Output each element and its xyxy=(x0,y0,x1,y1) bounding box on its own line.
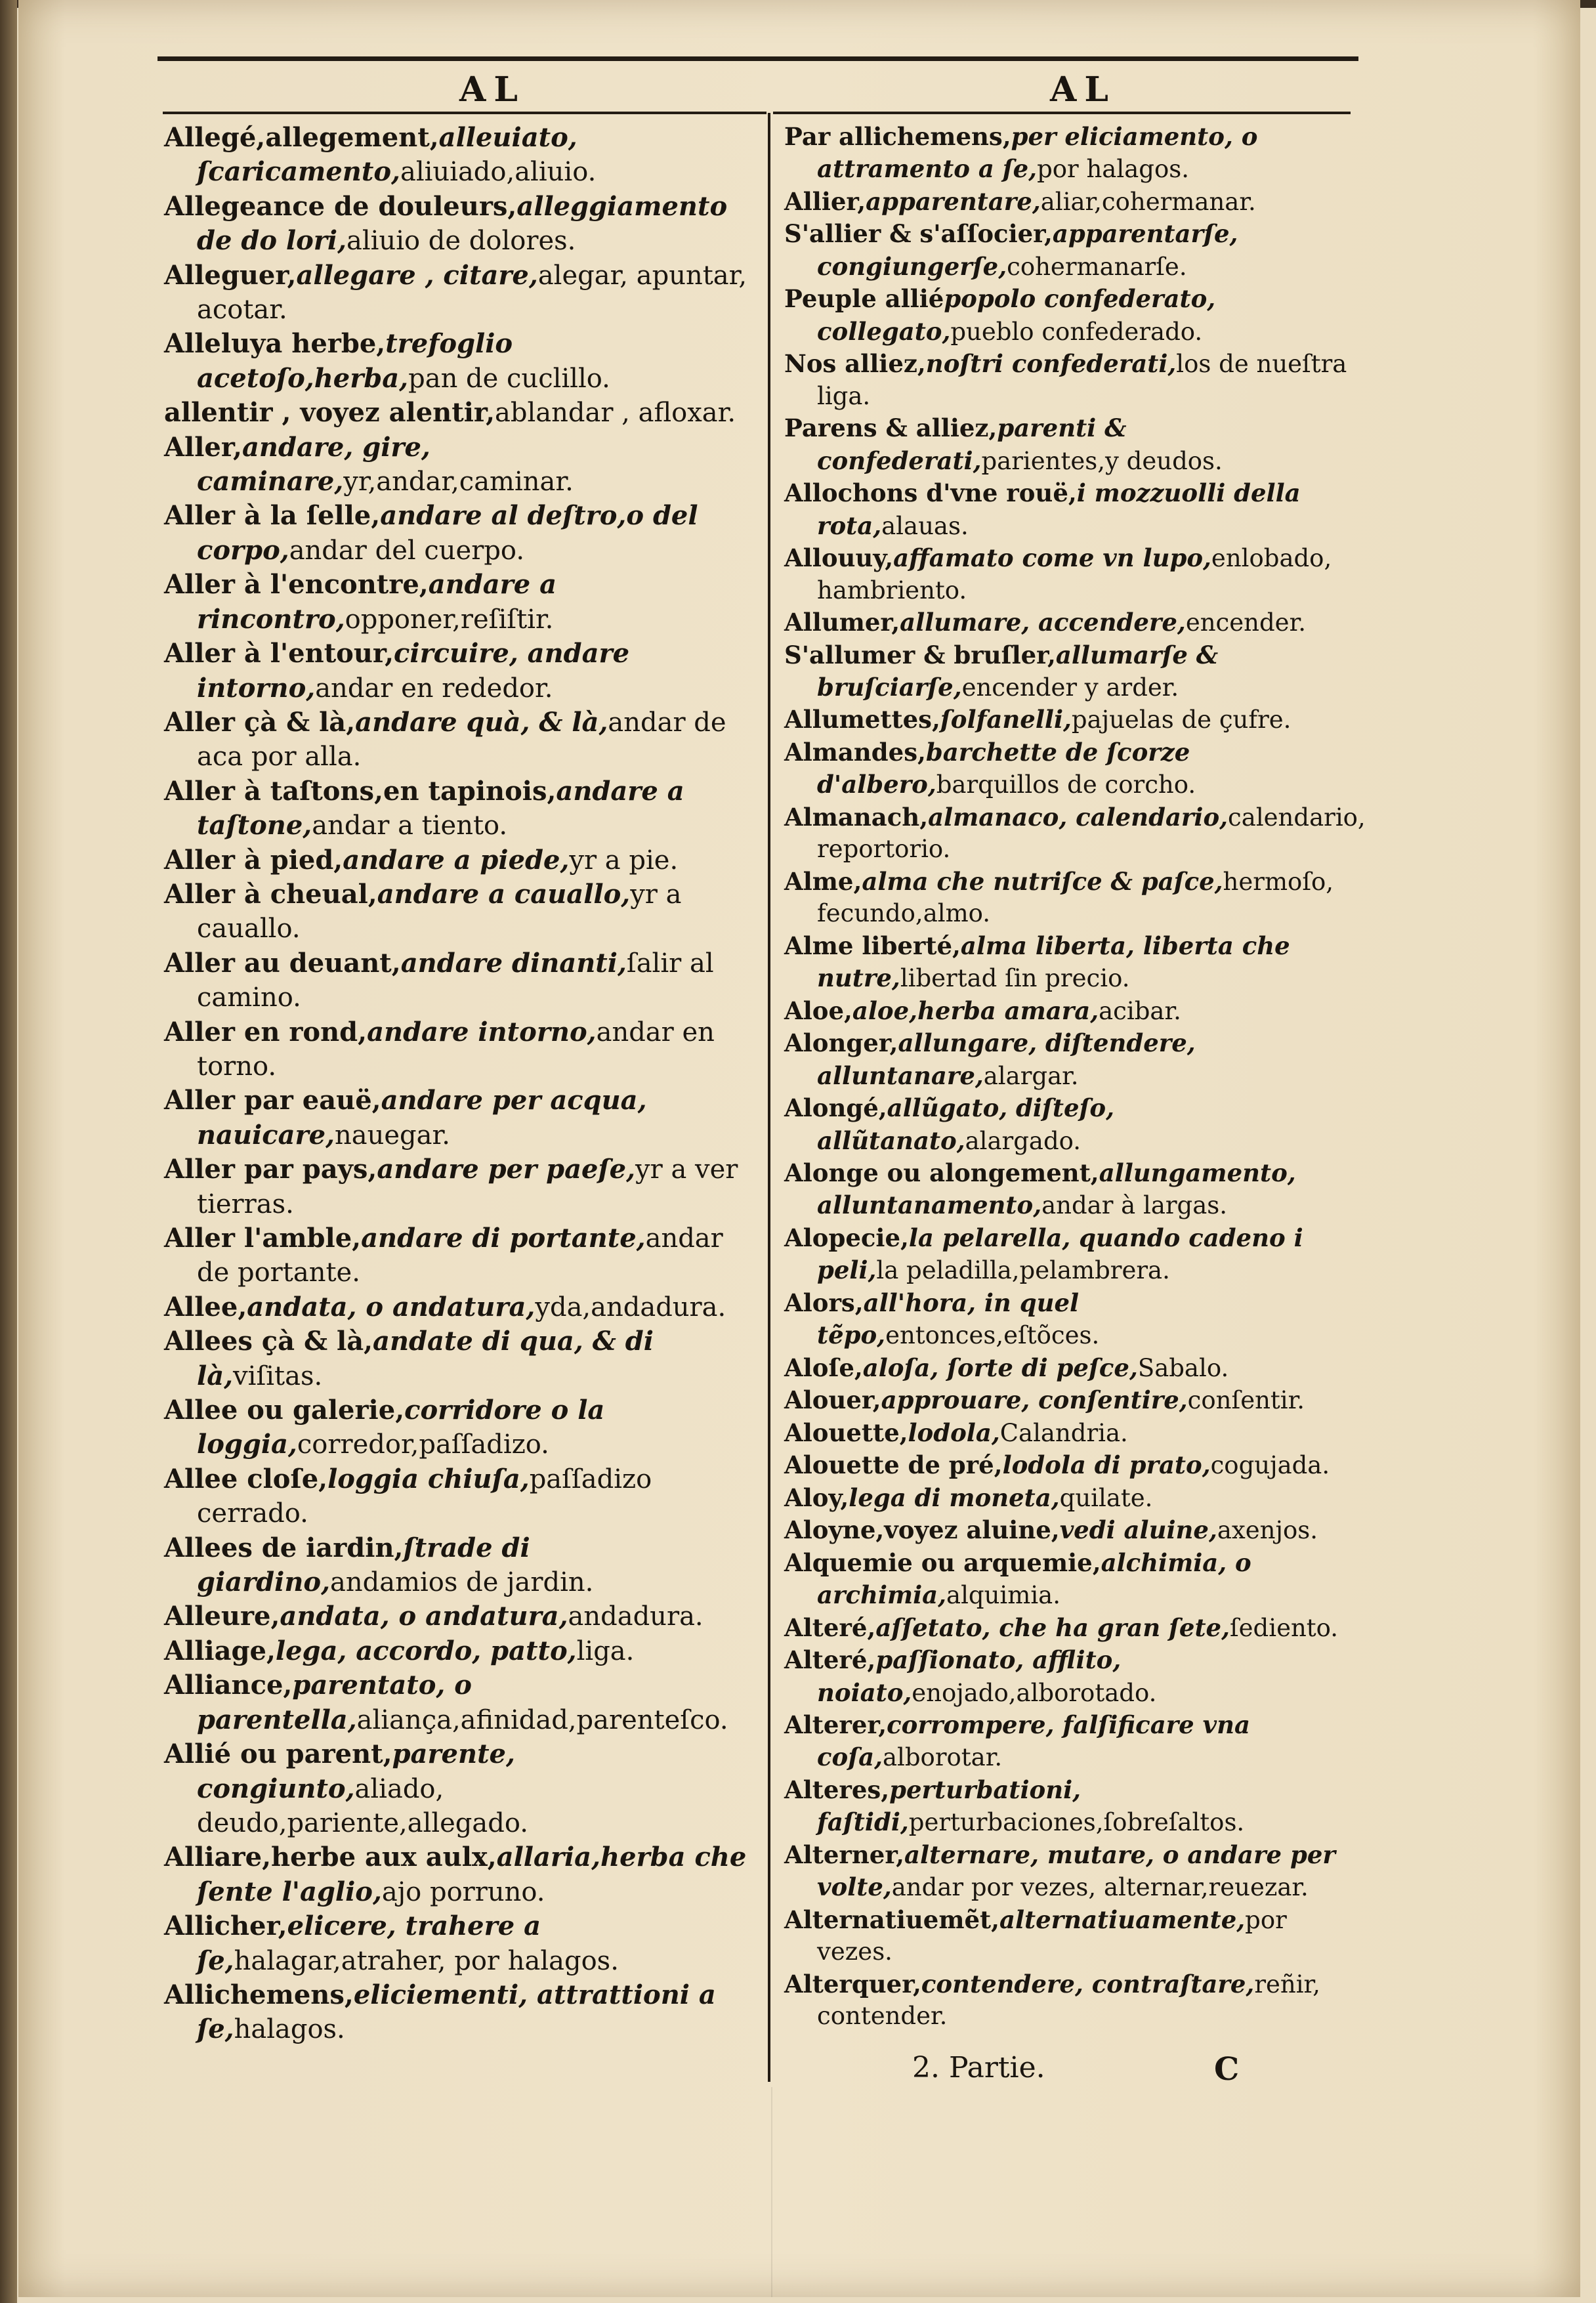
spanish-gloss: conſentir. xyxy=(1187,1386,1305,1415)
italian-gloss: aloe,herba amara, xyxy=(852,996,1099,1025)
spanish-gloss: Calandria. xyxy=(999,1418,1128,1447)
dictionary-entry xyxy=(784,1482,1368,1514)
spanish-gloss: andar à largas. xyxy=(1041,1191,1228,1220)
dictionary-entry xyxy=(784,1644,1368,1709)
dictionary-entry xyxy=(164,1324,761,1393)
dictionary-entry xyxy=(164,1909,761,1978)
spanish-gloss: Sabalo. xyxy=(1137,1353,1229,1382)
italian-gloss: alternare, mutare, o andare per volte, xyxy=(817,1840,1335,1902)
headword: Alternatiuemẽt, xyxy=(784,1905,1000,1934)
headword: Aller au deuant, xyxy=(164,947,401,979)
spanish-gloss: los de nueſtra liga. xyxy=(817,350,1347,410)
italian-gloss: noſtri confederati, xyxy=(925,349,1177,379)
italian-gloss: all'hora, in quel tẽpo, xyxy=(817,1288,1080,1350)
spanish-gloss: yr,andar,caminar. xyxy=(343,467,574,497)
italian-gloss: lega di moneta, xyxy=(849,1483,1060,1512)
dictionary-entry xyxy=(784,1384,1368,1416)
dictionary-entry xyxy=(164,1084,761,1152)
column-divider xyxy=(768,113,770,2082)
italian-gloss: per eliciamento, o attramento a ſe, xyxy=(817,122,1258,184)
part-label: 2. Partie. xyxy=(912,2051,1045,2084)
italian-gloss: andare di portante, xyxy=(361,1223,646,1254)
dictionary-entry xyxy=(164,499,761,568)
italian-gloss: lega, accordo, patto, xyxy=(275,1635,577,1666)
italian-gloss: i mozzuolli della rota, xyxy=(817,478,1301,540)
headword: Alleluya herbe, xyxy=(164,328,386,360)
spanish-gloss: andar a tiento. xyxy=(312,811,508,841)
spanish-gloss: ſalir al camino. xyxy=(197,948,714,1013)
spanish-gloss: acibar. xyxy=(1099,996,1181,1025)
italian-gloss: aloſa, ſorte di peſce, xyxy=(862,1353,1138,1382)
italian-gloss: lodola di prato, xyxy=(1002,1450,1211,1480)
dictionary-entry xyxy=(164,1668,761,1737)
italian-gloss: ſolfanelli, xyxy=(940,705,1072,734)
spanish-gloss: andar por vezes, alternar,reuezar. xyxy=(891,1873,1309,1902)
dictionary-entry xyxy=(784,1904,1368,1968)
italian-gloss: approuare, conſentire, xyxy=(881,1385,1188,1415)
italian-gloss: andare a cauallo, xyxy=(377,878,631,910)
headword: Alterquer, xyxy=(784,1969,921,1998)
spanish-gloss: halagos. xyxy=(234,2014,345,2045)
italian-gloss: andare dinanti, xyxy=(400,947,627,979)
dictionary-entry xyxy=(164,1462,761,1531)
dictionary-entry xyxy=(164,568,761,637)
italian-gloss: allaria,herba che ſente l'aglio, xyxy=(197,1842,747,1907)
left-head-rule xyxy=(163,112,766,114)
italian-gloss: vedi aluine, xyxy=(1059,1515,1217,1545)
dictionary-entry xyxy=(164,327,761,396)
headword: Allumer, xyxy=(784,608,900,637)
dictionary-entry xyxy=(784,704,1368,736)
dictionary-entry xyxy=(784,1027,1368,1092)
headword: Aller çà & là, xyxy=(164,706,356,738)
italian-gloss: affamato come vn lupo, xyxy=(893,543,1211,573)
italian-gloss: loggia chiuſa, xyxy=(327,1463,530,1494)
italian-gloss: allumarſe & bruſciarſe, xyxy=(817,640,1219,702)
dictionary-entry xyxy=(784,348,1368,412)
headword: Alterer, xyxy=(784,1710,887,1739)
italian-gloss: elicere, trahere a ſe, xyxy=(197,1911,541,1976)
headword: Par allichemens, xyxy=(784,122,1011,151)
headword: Aller, xyxy=(164,431,242,463)
headword: Aller à taſtons,en tapinois, xyxy=(164,775,556,807)
headword: Almanach, xyxy=(784,802,929,832)
headword: Aloſe, xyxy=(784,1353,863,1382)
spanish-gloss: andamios de jardin. xyxy=(330,1567,594,1598)
dictionary-entry xyxy=(784,542,1368,606)
spanish-gloss: parientes,y deudos. xyxy=(981,446,1223,475)
headword: Almandes, xyxy=(784,737,926,767)
dictionary-entry xyxy=(164,1737,761,1840)
italian-gloss: andare per acqua, nauicare, xyxy=(197,1085,647,1151)
italian-gloss: andare, gire, caminare, xyxy=(197,431,430,497)
headword: Alteré, xyxy=(784,1645,876,1675)
italian-gloss: circuire, andare intorno, xyxy=(197,638,630,704)
italian-gloss: ſtrade di giardino, xyxy=(197,1532,530,1598)
spanish-gloss: aliança,afinidad,parenteſco. xyxy=(356,1704,728,1735)
top-rule xyxy=(158,56,1358,61)
dictionary-entry xyxy=(784,412,1368,477)
spanish-gloss: andadura. xyxy=(568,1601,704,1632)
spanish-gloss: paſſadizo cerrado. xyxy=(197,1464,652,1529)
italian-gloss: allumare, accendere, xyxy=(900,608,1186,637)
headword: Allier, xyxy=(784,186,866,216)
italian-gloss: lodola, xyxy=(908,1418,1000,1447)
headword: Peuple allié xyxy=(784,284,944,314)
dictionary-entry xyxy=(784,1092,1368,1157)
dictionary-entry xyxy=(784,218,1368,283)
dictionary-entry xyxy=(784,1709,1368,1774)
spanish-gloss: corredor,paſſadizo. xyxy=(297,1429,549,1460)
spanish-gloss: alquimia. xyxy=(946,1581,1060,1610)
spanish-gloss: ſediento. xyxy=(1229,1613,1339,1642)
left-column xyxy=(164,121,761,2063)
headword: Allicher, xyxy=(164,1911,287,1942)
headword: Aller à cheual, xyxy=(164,878,377,910)
headword: S'allumer & bruſler, xyxy=(784,640,1056,669)
dictionary-entry xyxy=(164,396,761,430)
spanish-gloss: alborotar. xyxy=(882,1743,1003,1772)
dictionary-entry xyxy=(164,1221,761,1290)
spanish-gloss: por halagos. xyxy=(1037,155,1189,184)
italian-gloss: allungare, diſtendere, alluntanare, xyxy=(817,1028,1196,1090)
dictionary-entry xyxy=(784,866,1368,930)
italian-gloss: barchette de ſcorze d'albero, xyxy=(817,737,1190,799)
italian-gloss: contendere, contraſtare, xyxy=(921,1969,1255,1998)
italian-gloss: alchimia, o archimia, xyxy=(817,1548,1251,1610)
dictionary-entry xyxy=(164,259,761,327)
spanish-gloss: encender. xyxy=(1185,608,1306,637)
page-fold xyxy=(771,2087,772,2297)
spanish-gloss: aliado, deudo,pariente,allegado. xyxy=(197,1773,528,1838)
spanish-gloss: andar de portante. xyxy=(197,1223,723,1288)
spanish-gloss: la peladilla,pelambrera. xyxy=(876,1256,1170,1285)
headword: Allees çà & là, xyxy=(164,1326,373,1357)
headword: Parens & alliez, xyxy=(784,413,998,443)
spanish-gloss: reñir, contender. xyxy=(817,1970,1320,2031)
spanish-gloss: cohermanarſe. xyxy=(1007,252,1187,281)
spanish-gloss: enojado,alborotado. xyxy=(912,1678,1157,1707)
italian-gloss: andare a piede, xyxy=(343,844,570,876)
dictionary-entry xyxy=(784,121,1368,186)
headword: Aller l'amble, xyxy=(164,1223,362,1254)
dictionary-entry xyxy=(784,477,1368,542)
italian-gloss: andare quà, & là, xyxy=(355,706,608,738)
italian-gloss: alma che nutriſce & paſce, xyxy=(862,866,1223,896)
dictionary-entry xyxy=(164,774,761,843)
dictionary-entry xyxy=(164,1393,761,1462)
headword: Aller à l'encontre, xyxy=(164,569,429,601)
dictionary-entry xyxy=(784,283,1368,348)
dictionary-entry xyxy=(784,1157,1368,1222)
headword: Aloy, xyxy=(784,1483,849,1512)
dictionary-entry xyxy=(784,1352,1368,1384)
italian-gloss: apparentare, xyxy=(866,186,1041,216)
spanish-gloss: andar del cuerpo. xyxy=(289,535,525,566)
headword: Alopecie, xyxy=(784,1223,909,1252)
headword: Allegeance de douleurs, xyxy=(164,190,517,222)
italian-gloss: corridore o la loggia, xyxy=(197,1395,605,1460)
headword: Alteres, xyxy=(784,1775,890,1804)
headword: Aloe, xyxy=(784,996,852,1025)
dictionary-entry xyxy=(784,930,1368,995)
headword: Allié ou parent, xyxy=(164,1739,392,1770)
italian-gloss: alleuiato, ſcaricamento, xyxy=(197,122,578,188)
signature-mark: C xyxy=(1214,2051,1240,2088)
dictionary-entry xyxy=(784,1514,1368,1546)
italian-gloss: la pelarella, quando cadeno i peli, xyxy=(817,1223,1303,1285)
spanish-gloss: quilate. xyxy=(1059,1483,1153,1512)
headword: Allegé,allegement, xyxy=(164,122,439,153)
book-binding xyxy=(0,0,17,2303)
dictionary-entry xyxy=(784,1839,1368,1904)
dictionary-entry xyxy=(164,1152,761,1221)
italian-gloss: corrompere, falſificare vna coſa, xyxy=(817,1710,1250,1772)
italian-gloss: andare a taſtone, xyxy=(197,775,684,841)
dictionary-entry xyxy=(784,186,1368,218)
spanish-gloss: entonces,eſtõces. xyxy=(885,1321,1100,1350)
dictionary-entry xyxy=(784,1612,1368,1644)
dictionary-entry xyxy=(784,1547,1368,1612)
dictionary-entry xyxy=(164,1290,761,1324)
italian-gloss: aſſetato, che ha gran ſete, xyxy=(875,1613,1230,1642)
italian-gloss: andare per paeſe, xyxy=(377,1154,636,1185)
headword: Allumettes, xyxy=(784,705,940,734)
italian-gloss: alternatiuamente, xyxy=(999,1905,1246,1934)
spanish-gloss: por vezes. xyxy=(817,1905,1287,1966)
dictionary-entry xyxy=(164,121,761,190)
dictionary-entry xyxy=(784,801,1368,866)
spanish-gloss: alegar, apuntar, acotar. xyxy=(197,260,747,326)
headword: Aller par eauë, xyxy=(164,1085,381,1116)
italian-gloss: allungamento, alluntanamento, xyxy=(817,1158,1296,1220)
spanish-gloss: andar en rededor. xyxy=(315,673,553,704)
italian-gloss: andare al deſtro,o del corpo, xyxy=(197,500,698,566)
dictionary-entry xyxy=(164,190,761,259)
italian-gloss: paſſionato, afflito, noiato, xyxy=(817,1645,1122,1707)
spanish-gloss: axenjos. xyxy=(1217,1516,1318,1545)
spanish-gloss: opponer,reſiſtir. xyxy=(345,604,554,635)
dictionary-entry xyxy=(784,1222,1368,1287)
italian-gloss: alma liberta, liberta che nutre, xyxy=(817,931,1290,993)
left-running-head: AL xyxy=(459,70,526,110)
dictionary-entry xyxy=(164,706,761,774)
headword: Alliance, xyxy=(164,1670,293,1701)
italian-gloss: trefoglio acetoſo,herba, xyxy=(197,328,513,394)
spanish-gloss: liga. xyxy=(576,1636,635,1666)
dictionary-entry xyxy=(784,995,1368,1027)
headword: Alleguer, xyxy=(164,259,297,291)
headword: Allee cloſe, xyxy=(164,1463,328,1494)
italian-gloss: apparentarſe, congiungerſe, xyxy=(817,219,1238,281)
dictionary-entry xyxy=(784,1417,1368,1449)
dictionary-entry xyxy=(784,606,1368,639)
headword: Nos alliez, xyxy=(784,349,926,379)
italian-gloss: alleggiamento de do lori, xyxy=(197,190,728,257)
headword: Aller en rond, xyxy=(164,1016,368,1047)
dictionary-entry xyxy=(164,877,761,946)
spanish-gloss: aliar,cohermanar. xyxy=(1040,187,1256,216)
dictionary-entry xyxy=(164,637,761,706)
headword: Allees de iardin, xyxy=(164,1532,404,1563)
right-column xyxy=(784,121,1368,2063)
spanish-gloss: enlobado, hambriento. xyxy=(817,544,1332,604)
spanish-gloss: calendario, reportorio. xyxy=(817,803,1366,864)
headword: Allichemens, xyxy=(164,1979,354,2010)
spanish-gloss: viſitas. xyxy=(233,1361,323,1391)
italian-gloss: popolo confederato, collegato, xyxy=(817,284,1216,346)
italian-gloss: allegare , citare, xyxy=(296,259,538,291)
headword: Aller à l'entour, xyxy=(164,638,394,669)
spanish-gloss: pueblo confederado. xyxy=(950,317,1203,346)
headword: Alors, xyxy=(784,1288,864,1317)
headword: Alouette de pré, xyxy=(784,1450,1003,1480)
italian-gloss: allũgato, diſteſo, allũtanato, xyxy=(817,1093,1114,1155)
italian-gloss: andate di qua, & di là, xyxy=(197,1326,654,1391)
spanish-gloss: ablandar , afloxar. xyxy=(495,398,736,429)
spanish-gloss: andar en torno. xyxy=(197,1017,715,1082)
spanish-gloss: nauegar. xyxy=(335,1120,450,1151)
dictionary-entry xyxy=(164,1599,761,1634)
headword: Alliare,herbe aux aulx, xyxy=(164,1842,497,1873)
spanish-gloss: halagar,atraher, por halagos. xyxy=(234,1945,619,1976)
headword: Alouette, xyxy=(784,1418,908,1447)
italian-gloss: andata, o andatura, xyxy=(247,1291,536,1322)
headword: Allouuy, xyxy=(784,543,894,573)
italian-gloss: andare a rincontro, xyxy=(197,569,556,635)
dictionary-entry xyxy=(164,1634,761,1668)
dictionary-entry xyxy=(164,1531,761,1600)
headword: Allochons d'vne rouë, xyxy=(784,478,1077,508)
spanish-gloss: hermoſo, fecundo,almo. xyxy=(817,867,1334,928)
headword: Allee, xyxy=(164,1291,247,1322)
dictionary-entry xyxy=(784,736,1368,801)
headword: Alquemie ou arquemie, xyxy=(784,1548,1101,1577)
headword: Aloyne,voyez aluine, xyxy=(784,1515,1060,1545)
headword: Aller à pied, xyxy=(164,844,343,876)
dictionary-entry xyxy=(164,843,761,877)
dictionary-entry xyxy=(784,1774,1368,1839)
dictionary-entry xyxy=(784,1968,1368,2033)
italian-gloss: parentato, o parentella, xyxy=(197,1670,472,1735)
spanish-gloss: ajo porruno. xyxy=(381,1876,545,1907)
spanish-gloss: aliuiado,aliuio. xyxy=(400,157,597,188)
dictionary-entry xyxy=(164,1840,761,1909)
spanish-gloss: perturbaciones,ſobreſaltos. xyxy=(908,1808,1245,1837)
italian-gloss: andare intorno, xyxy=(367,1016,597,1047)
headword: allentir , voyez alentir, xyxy=(164,397,495,429)
spanish-gloss: pan de cuclillo. xyxy=(408,363,610,394)
italian-gloss: parenti & confederati, xyxy=(817,413,1127,475)
italian-gloss: parente, congiunto, xyxy=(197,1739,515,1804)
headword: S'allier & s'aſſocier, xyxy=(784,219,1053,249)
dictionary-entry xyxy=(164,1978,761,2047)
dictionary-entry xyxy=(784,639,1368,704)
right-head-rule xyxy=(773,112,1351,114)
headword: Aller par pays, xyxy=(164,1154,377,1185)
spanish-gloss: yda,andadura. xyxy=(535,1292,726,1322)
headword: Alme, xyxy=(784,866,862,896)
dictionary-entry xyxy=(164,431,761,499)
headword: Alliage, xyxy=(164,1635,276,1666)
spanish-gloss: alargar. xyxy=(983,1061,1079,1090)
headword: Alongé, xyxy=(784,1093,887,1123)
headword: Alme liberté, xyxy=(784,931,961,960)
dictionary-entry xyxy=(784,1449,1368,1481)
spanish-gloss: encender y arder. xyxy=(961,673,1179,702)
italian-gloss: eliciementi, attrattioni a ſe, xyxy=(197,1979,716,2045)
headword: Alterner, xyxy=(784,1840,905,1869)
headword: Allee ou galerie, xyxy=(164,1395,405,1426)
headword: Alouer, xyxy=(784,1385,881,1415)
headword: Alonge ou alongement, xyxy=(784,1158,1099,1187)
headword: Aller à la ſelle, xyxy=(164,500,381,532)
spanish-gloss: yr a ver tierras. xyxy=(197,1154,738,1219)
right-running-head: AL xyxy=(1050,70,1116,110)
spanish-gloss: libertad ſin precio. xyxy=(900,964,1130,993)
dictionary-entry xyxy=(164,1015,761,1084)
spanish-gloss: alargado. xyxy=(965,1126,1082,1155)
dictionary-entry xyxy=(164,946,761,1015)
spanish-gloss: pajuelas de çufre. xyxy=(1071,706,1292,734)
spanish-gloss: andar de aca por alla. xyxy=(197,707,726,772)
spanish-gloss: yr a pie. xyxy=(569,845,679,876)
italian-gloss: perturbationi, faſtidi, xyxy=(817,1775,1082,1837)
spanish-gloss: barquillos de corcho. xyxy=(936,771,1196,799)
headword: Alleure, xyxy=(164,1601,280,1632)
spanish-gloss: yr a cauallo. xyxy=(197,879,682,944)
spanish-gloss: alauas. xyxy=(881,511,969,540)
spanish-gloss: cogujada. xyxy=(1210,1451,1330,1480)
dictionary-entry xyxy=(784,1287,1368,1352)
spanish-gloss: aliuio de dolores. xyxy=(346,226,576,257)
headword: Alonger, xyxy=(784,1028,898,1058)
headword: Alteré, xyxy=(784,1613,876,1642)
italian-gloss: almanaco, calendario, xyxy=(928,802,1228,832)
italian-gloss: andata, o andatura, xyxy=(280,1601,568,1632)
